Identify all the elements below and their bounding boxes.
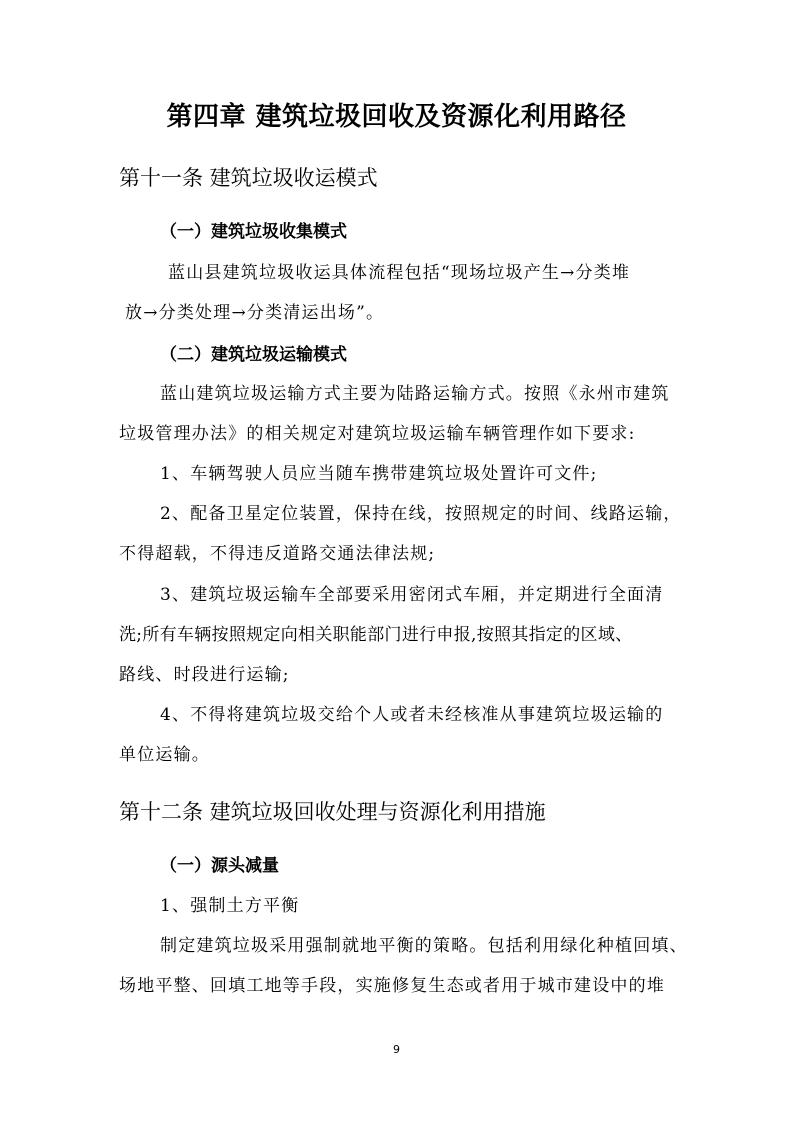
paragraph-line: 路线、时段进行运输; (119, 665, 290, 685)
chapter-title: 第四章 建筑垃圾回收及资源化利用路径 (166, 102, 627, 132)
paragraph-line: 洗;所有车辆按照规定向相关职能部门进行申报,按照其指定的区域、 (119, 625, 633, 645)
paragraph-line: 蓝山县建筑垃圾收运具体流程包括“现场垃圾产生→分类堆 (168, 263, 631, 283)
paragraph-line: 蓝山建筑垃圾运输方式主要为陆路运输方式。按照《永州市建筑 (160, 384, 670, 404)
paragraph-line: 垃圾管理办法》的相关规定对建筑垃圾运输车辆管理作如下要求: (119, 424, 636, 444)
page-number: 9 (393, 1043, 400, 1056)
section-transport-title: （二）建筑垃圾运输模式 (160, 345, 347, 365)
paragraph-line: 不得超载，不得违反道路交通法律法规; (119, 544, 436, 564)
paragraph-line: 单位运输。 (119, 745, 210, 765)
article-11-title: 第十一条 建筑垃圾收运模式 (119, 166, 378, 190)
list-item-3: 3、建筑垃圾运输车全部要采用密闭式车厢，并定期进行全面清 (160, 585, 664, 605)
paragraph-line: 场地平整、回填工地等手段，实施修复生态或者用于城市建设中的堆 (119, 976, 665, 996)
list-item-1: 1、强制土方平衡 (160, 896, 300, 916)
article-12-title: 第十二条 建筑垃圾回收处理与资源化利用措施 (119, 800, 546, 824)
section-collection-title: （一）建筑垃圾收集模式 (160, 222, 347, 242)
section-source-reduction-title: （一）源头减量 (160, 856, 279, 876)
list-item-2: 2、配备卫星定位装置，保持在线，按照规定的时间、线路运输， (160, 504, 682, 524)
paragraph-line: 制定建筑垃圾采用强制就地平衡的策略。包括利用绿化种植回填、 (160, 936, 688, 956)
list-item-4: 4、不得将建筑垃圾交给个人或者未经核准从事建筑垃圾运输的 (160, 705, 664, 725)
list-item-1: 1、车辆驾驶人员应当随车携带建筑垃圾处置许可文件; (160, 464, 598, 484)
paragraph-line: 放→分类处理→分类清运出场”。 (125, 303, 385, 323)
